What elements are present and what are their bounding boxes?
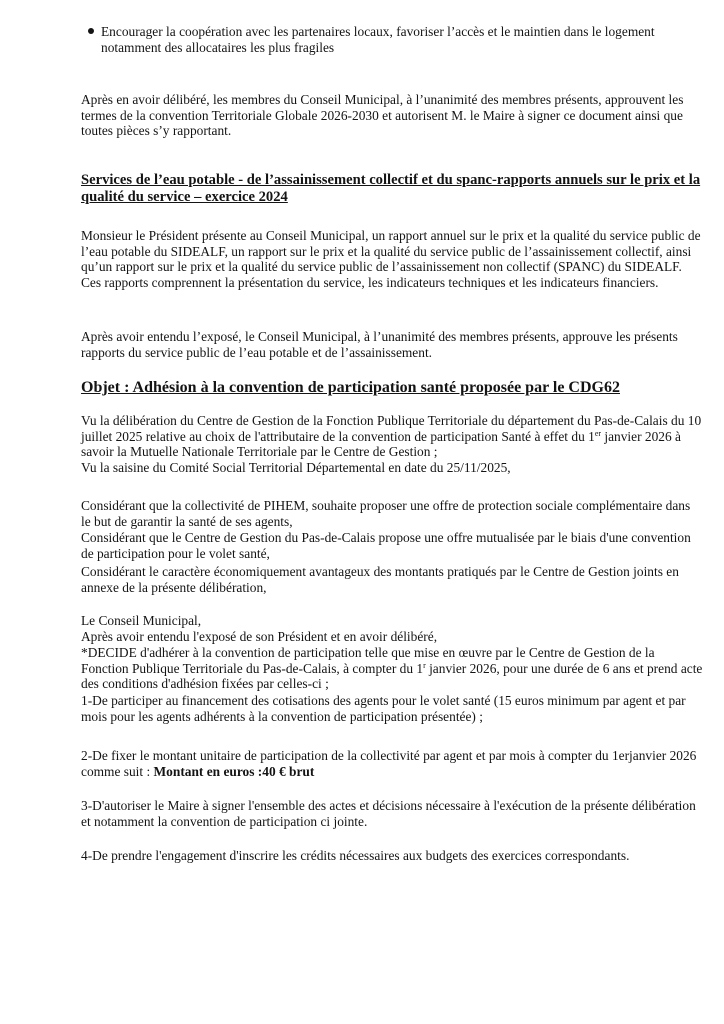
paragraph-eau-rapport: Monsieur le Président présente au Conseil Municipal, un rapport annuel sur le prix et la qualité du service public de l’eau potable du SIDEALF, un rapport sur le prix et la qualité du service public de l’assainissement collectif, ainsi qu’un rapport sur le prix et la qualité du service public de l’assainissement non collectif (SPANC) du SIDEALF. Ces rapports comprennent la présentation du service, les indicateurs techniques et les indicateurs financiers. — [81, 228, 701, 290]
paragraph-point-4: 4-De prendre l'engagement d'inscrire les crédits nécessaires aux budgets des exercices correspondants. — [81, 848, 630, 863]
paragraph-point-3: 3-D'autoriser le Maire à signer l'ensemble des actes et décisions nécessaire à l'exécution de la présente délibération et notamment la convention de participation ci jointe. — [81, 798, 696, 829]
heading-convention-sante: Objet : Adhésion à la convention de participation santé proposée par le CDG62 — [81, 379, 620, 396]
paragraph-considerant-1: Considérant que la collectivité de PIHEM, souhaite proposer une offre de protection sociale complémentaire dans le but de garantir la santé de ses agents, — [81, 498, 691, 529]
bullet-icon — [88, 28, 94, 34]
paragraph-convention-territoriale: Après en avoir délibéré, les membres du Conseil Municipal, à l’unanimité des membres présents, approuvent les termes de la convention Territoriale Globale 2026-2030 et autorisent M. le Maire à signer ce document ainsi que toutes pièces s’y rapportant. — [81, 92, 684, 139]
paragraph-decide: *DECIDE d'adhérer à la convention de participation telle que mise en œuvre par le Centre de Gestion de la Fonction Publique Territoriale du Pas-de-Calais, à compter du 1$^r$ janvier 2026, pour une durée de 6 ans et prend acte des conditions d'adhésion fixées par celles-ci ; — [81, 645, 703, 692]
paragraph-point-2: 2-De fixer le montant unitaire de participation de la collectivité par agent et par mois à compter du 1erjanvier 2026 comme suit : Montant en euros :40 € brut — [81, 748, 697, 779]
montant-participation: Montant en euros :40 € brut — [153, 763, 315, 779]
paragraph-apres: Après avoir entendu l'exposé de son Président et en avoir délibéré, — [81, 629, 438, 644]
bullet-text: Encourager la coopération avec les partenaires locaux, favoriser l’accès et le maintien dans le logement notamment des allocataires les plus fragiles — [101, 24, 655, 55]
heading-eau-potable: Services de l’eau potable - de l’assainissement collectif et du spanc-rapports annuels sur le prix et la qualité du service – exercice 2024 — [81, 172, 701, 205]
paragraph-vu-deliberation: Vu la délibération du Centre de Gestion de la Fonction Publique Territoriale du département du Pas-de-Calais du 10 juillet 2025 relative au choix de l'attributaire de la convention de participation Santé à effet du 1er janvier 2026 à savoir la Mutuelle Nationale Territoriale par le Centre de Gestion ; — [81, 413, 702, 460]
paragraph-point-1: 1-De participer au financement des cotisations des agents pour le volet santé (15 euros minimum par agent et par mois pour les agents adhérents à la convention de participation présentée) ; — [81, 693, 686, 724]
paragraph-considerant-2: Considérant que le Centre de Gestion du Pas-de-Calais propose une offre mutualisée par le biais d'une convention de participation pour le volet santé, — [81, 530, 691, 561]
paragraph-eau-approuve: Après avoir entendu l’exposé, le Conseil Municipal, à l’unanimité des membres présents, approuve les présents rapports du service public de l’eau potable et de l’assainissement. — [81, 329, 678, 360]
paragraph-conseil: Le Conseil Municipal, — [81, 613, 202, 628]
bullet-item — [81, 24, 703, 55]
paragraph-vu-saisine: Vu la saisine du Comité Social Territorial Départemental en date du 25/11/2025, — [81, 460, 511, 475]
paragraph-considerant-3: Considérant le caractère économiquement avantageux des montants pratiqués par le Centre de Gestion joints en annexe de la présente délibération, — [81, 564, 679, 595]
